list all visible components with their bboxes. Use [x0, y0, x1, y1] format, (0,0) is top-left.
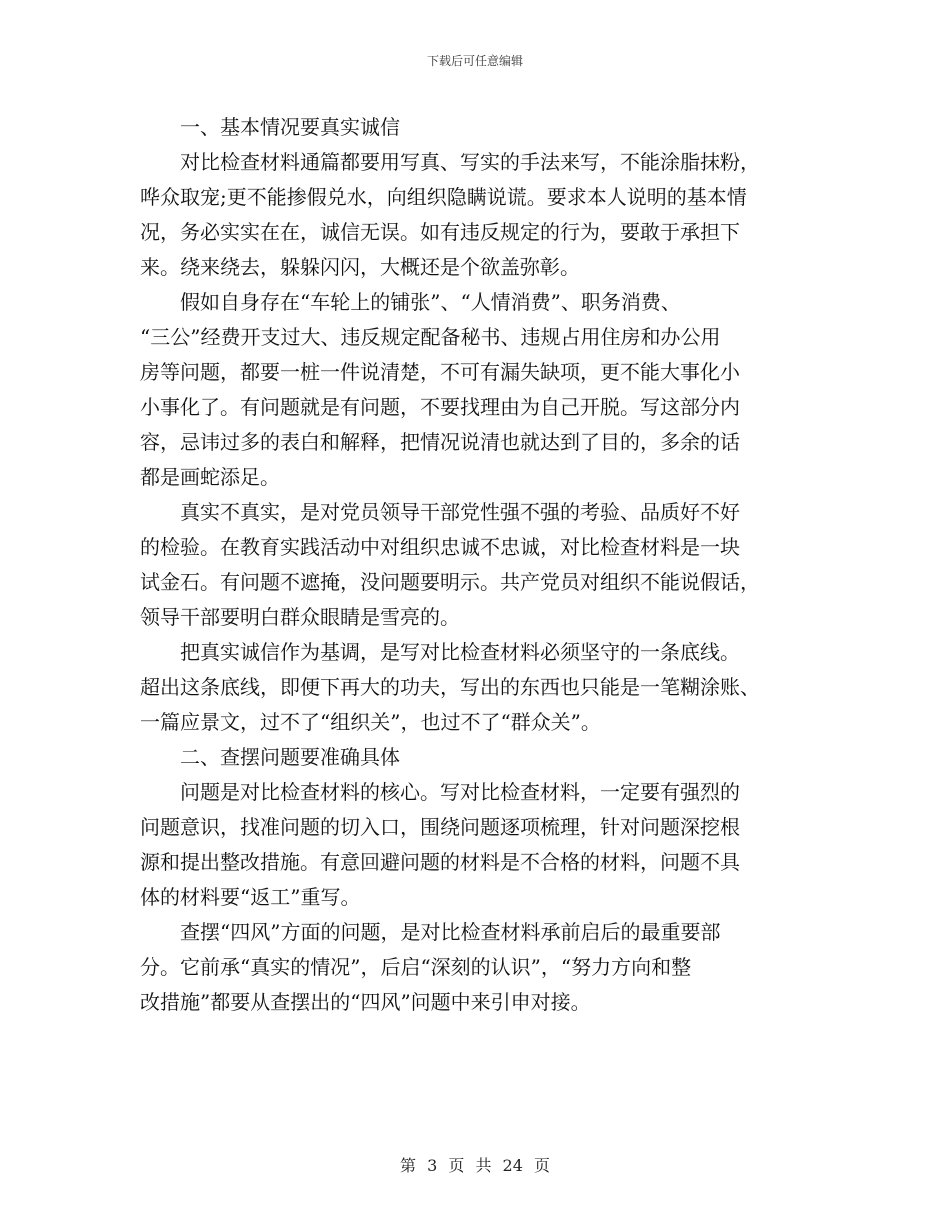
- text-line: 源和提出整改措施。有意回避问题的材料是不合格的材料，问题不具: [140, 850, 740, 874]
- text-line: “三公”经费开支过大、违反规定配备秘书、违规占用住房和办公用: [140, 325, 721, 349]
- text-line: 一、基本情况要真实诚信: [180, 115, 400, 139]
- page-footer: 第 3 页 共 24 页: [400, 1156, 550, 1175]
- page-header: 下载后可任意编辑: [426, 54, 523, 68]
- text-line: 哗众取宠;更不能掺假兑水，向组织隐瞒说谎。要求本人说明的基本情: [140, 185, 747, 209]
- text-line: 领导干部要明白群众眼睛是雪亮的。: [140, 605, 460, 629]
- text-line: 都是画蛇添足。: [140, 465, 280, 489]
- text-line: 来。绕来绕去，躲躲闪闪，大概还是个欲盖弥彰。: [140, 255, 580, 279]
- text-line: 况，务必实实在在，诚信无误。如有违反规定的行为，要敢于承担下: [140, 220, 740, 244]
- text-line: 分。它前承“真实的情况”，后启“深刻的认识”，“努力方向和整: [140, 955, 692, 979]
- text-line: 房等问题，都要一桩一件说清楚，不可有漏失缺项，更不能大事化小: [140, 360, 740, 384]
- text-line: 把真实诚信作为基调，是写对比检查材料必须坚守的一条底线。: [180, 640, 740, 664]
- text-line: 超出这条底线，即便下再大的功夫，写出的东西也只能是一笔糊涂账、: [140, 675, 760, 699]
- text-line: 体的材料要“返工”重写。: [140, 885, 361, 909]
- text-line: 真实不真实，是对党员领导干部党性强不强的考验、品质好不好: [180, 500, 740, 524]
- text-line: 容，忌讳过多的表白和解释，把情况说清也就达到了目的，多余的话: [140, 430, 740, 454]
- text-line: 小事化了。有问题就是有问题，不要找理由为自己开脱。写这部分内: [140, 395, 740, 419]
- text-line: 对比检查材料通篇都要用写真、写实的手法来写，不能涂脂抹粉，: [180, 150, 760, 174]
- text-line: 问题意识，找准问题的切入口，围绕问题逐项梳理，针对问题深挖根: [140, 815, 740, 839]
- text-line: 改措施”都要从查摆出的“四风”问题中来引申对接。: [140, 990, 591, 1014]
- text-line: 的检验。在教育实践活动中对组织忠诚不忠诚，对比检查材料是一块: [140, 535, 740, 559]
- document-body: [140, 110, 810, 1020]
- text-line: 一篇应景文，过不了“组织关”，也过不了“群众关”。: [140, 710, 601, 734]
- text-line: 试金石。有问题不遮掩，没问题要明示。共产党员对组织不能说假话，: [140, 570, 760, 594]
- text-line: 查摆“四风”方面的问题，是对比检查材料承前启后的最重要部: [180, 920, 721, 944]
- text-line: 问题是对比检查材料的核心。写对比检查材料，一定要有强烈的: [180, 780, 740, 804]
- text-line: 二、查摆问题要准确具体: [180, 745, 400, 769]
- text-line: 假如自身存在“车轮上的铺张”、“人情消费”、职务消费、: [180, 290, 681, 314]
